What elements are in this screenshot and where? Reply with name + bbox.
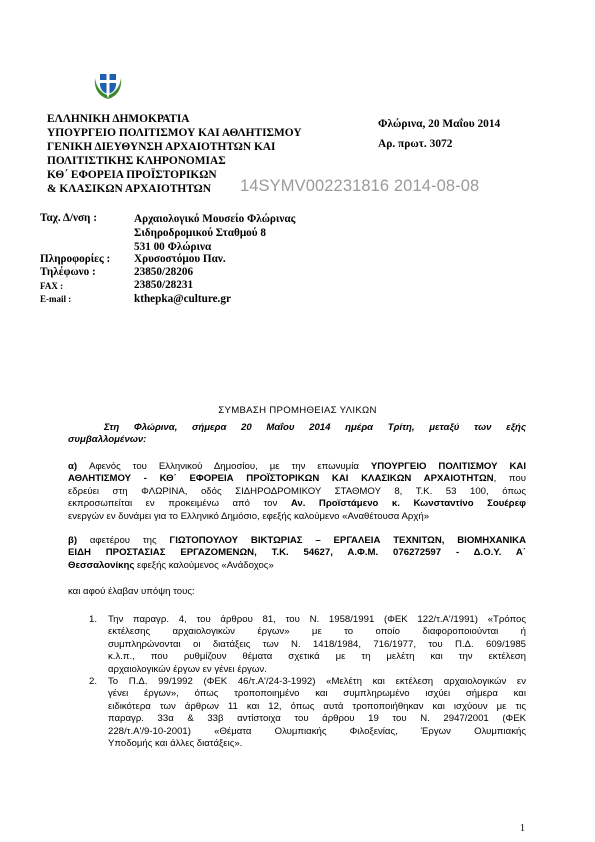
party-b-name: ΕΙΔΗ ΠΡΟΣΤΑΣΙΑΣ ΕΡΓΑΖΟΜΕΝΩΝ, Τ.Κ. 54627, Α.Φ.Μ. 076272597 - Δ.Ο.Υ. Α΄ — [68, 547, 526, 559]
list-item: Το Π.Δ. 99/1992 (ΦΕΚ 46/τ.Α'/24-3-1992) «Μελέτη και εκτέλεση αρχαιολογικών εν γένει έργων», όπως τροποποιημένο και συμπληρωμένο ισχύει σήμερα και ειδικότερα των άρθρων 11 και 12, όπως αυτά τροποποιήθηκαν και ισχύουν με τις παραγρ. 33α & 33β αντίστοιχα του άρθρου 19 του Ν. 2947/2001 (ΦΕΚ 228/τ.Α'/9-10-2001) «Θέματα Ολυμπιακής Φιλοξενίας, Έργων Ολυμπιακής Υποδομής και άλλες διατάξεις». — [108, 676, 526, 750]
greek-emblem-icon — [90, 66, 126, 102]
list-item-number: 1. — [89, 614, 98, 625]
intro-line-2: συμβαλλομένων: — [68, 434, 147, 445]
party-a-marker: α) — [68, 461, 90, 472]
party-a-name: ΥΠΟΥΡΓΕΙΟ ΠΟΛΙΤΙΣΜΟΥ ΚΑΙ — [370, 461, 526, 472]
diavgeia-stamp: 14SYMV002231816 2014-08-08 — [240, 177, 480, 195]
party-b-name: Θεσσαλονίκης — [68, 559, 135, 571]
date-protocol-block — [378, 114, 500, 154]
party-a-text: Αφενός του Ελληνικού Δημοσίου, με την επωνυμία — [89, 461, 371, 472]
party-a-text: εδρεύει στη ΦΛΩΡΙΝΑ, οδός ΣΙΔΗΡΟΔΡΟΜΙΚΟΥ ΣΤΑΘΜΟΥ 8, Τ.Κ. 53 100, όπως — [68, 485, 526, 497]
party-a-text: , που — [493, 473, 526, 485]
party-a-representative: Αν. Προϊστάμενο κ. Κωνσταντίνο Σουέρεφ — [290, 498, 526, 510]
fax-label: FAX : — [40, 281, 64, 291]
fax-value: 23850/28231 — [134, 279, 194, 291]
phone-value: 23850/28206 — [134, 266, 194, 278]
issuer-line: ΚΘ΄ ΕΦΟΡΕΙΑ ΠΡΟΪΣΤΟΡΙΚΩΝ — [47, 169, 217, 181]
party-b-marker: β) — [68, 535, 90, 546]
party-a-text: εκπροσωπείται εν προκειμένω από τον — [68, 498, 291, 510]
party-b-text: αφετέρου της — [89, 535, 170, 546]
address-line: 531 00 Φλώρινα — [134, 241, 212, 254]
issuer-line: ΠΟΛΙΤΙΣΤΙΚΗΣ ΚΛΗΡΟΝΟΜΙΑΣ — [47, 155, 226, 167]
party-a-paragraph — [68, 461, 526, 523]
info-value: Χρυσοστόμου Παν. — [134, 253, 226, 265]
party-a-name: ΑΘΛΗΤΙΣΜΟΥ - ΚΘ΄ ΕΦΟΡΕΙΑ ΠΡΟΪΣΤΟΡΙΚΩΝ ΚΑΙ ΚΛΑΣΙΚΩΝ ΑΡΧΑΙΟΤΗΤΩΝ — [68, 473, 494, 485]
issuer-line: ΥΠΟΥΡΓΕΙΟ ΠΟΛΙΤΙΣΜΟΥ ΚΑΙ ΑΘΛΗΤΙΣΜΟΥ — [47, 127, 302, 139]
address-label: Ταχ. Δ/νση : — [40, 212, 97, 224]
address-line: Αρχαιολογικό Μουσείο Φλώρινας — [134, 213, 296, 225]
intro-line-1: Στη Φλώρινα, σήμερα 20 Μαΐου 2014 ημέρα Τρίτη, μεταξύ των εξής — [104, 422, 526, 433]
email-label: E-mail : — [40, 294, 72, 304]
list-item: Την παραγρ. 4, του άρθρου 81, του Ν. 1958/1991 (ΦΕΚ 122/τ.Α'/1991) «Τρόπος εκτέλεσης αρχαιολογικών έργων» με το οποίο διαφοροποιούνται ή συμπληρώνονται οι διατάξεις των Ν. 1418/1984, 716/1977, του Π.Δ. 609/1985 κ.λ.π., που ρυθμίζουν θέματα σχετικά με τη μελέτη και την εκτέλεση αρχαιολογικών έργων εν γένει έργων. — [108, 614, 526, 675]
party-b-paragraph — [68, 535, 526, 572]
issuer-line: ΕΛΛΗΝΙΚΗ ΔΗΜΟΚΡΑΤΙΑ — [47, 113, 190, 125]
phone-label: Τηλέφωνο : — [40, 266, 96, 278]
considering-line: και αφού έλαβαν υπόψη τους: — [68, 586, 195, 597]
issuer-line: ΓΕΝΙΚΗ ΔΙΕΥΘΥΝΣΗ ΑΡΧΑΙΟΤΗΤΩΝ ΚΑΙ — [47, 141, 276, 153]
address-line: Σιδηροδρομικού Σταθμού 8 — [134, 227, 266, 240]
party-b-name: ΓΙΩΤΟΠΟΥΛΟΥ ΒΙΚΤΩΡΙΑΣ – ΕΡΓΑΛΕΙΑ ΤΕΧΝΙΤΩΝ, ΒΙΟΜΗΧΑΝΙΚΑ — [169, 535, 526, 546]
issuer-line: & ΚΛΑΣΙΚΩΝ ΑΡΧΑΙΟΤΗΤΩΝ — [47, 183, 212, 195]
email-value[interactable]: kthepka@culture.gr — [134, 293, 231, 305]
protocol-number: Αρ. πρωτ. 3072 — [378, 138, 453, 150]
document-title: ΣΥΜΒΑΣΗ ΠΡΟΜΗΘΕΙΑΣ ΥΛΙΚΩΝ — [218, 405, 377, 416]
party-b-text: εφεξής καλούμενος «Ανάδοχος» — [134, 559, 274, 571]
list-item-number: 2. — [89, 676, 98, 687]
party-a-text: ενεργών εν δυνάμει για το Ελληνικό Δημόσιο, εφεξής καλούμενο «Αναθέτουσα Αρχή» — [68, 510, 430, 522]
page-number: 1 — [520, 823, 525, 834]
place-date: Φλώρινα, 20 Μαΐου 2014 — [378, 118, 501, 130]
info-label: Πληροφορίες : — [40, 253, 111, 265]
address-block — [134, 212, 295, 255]
